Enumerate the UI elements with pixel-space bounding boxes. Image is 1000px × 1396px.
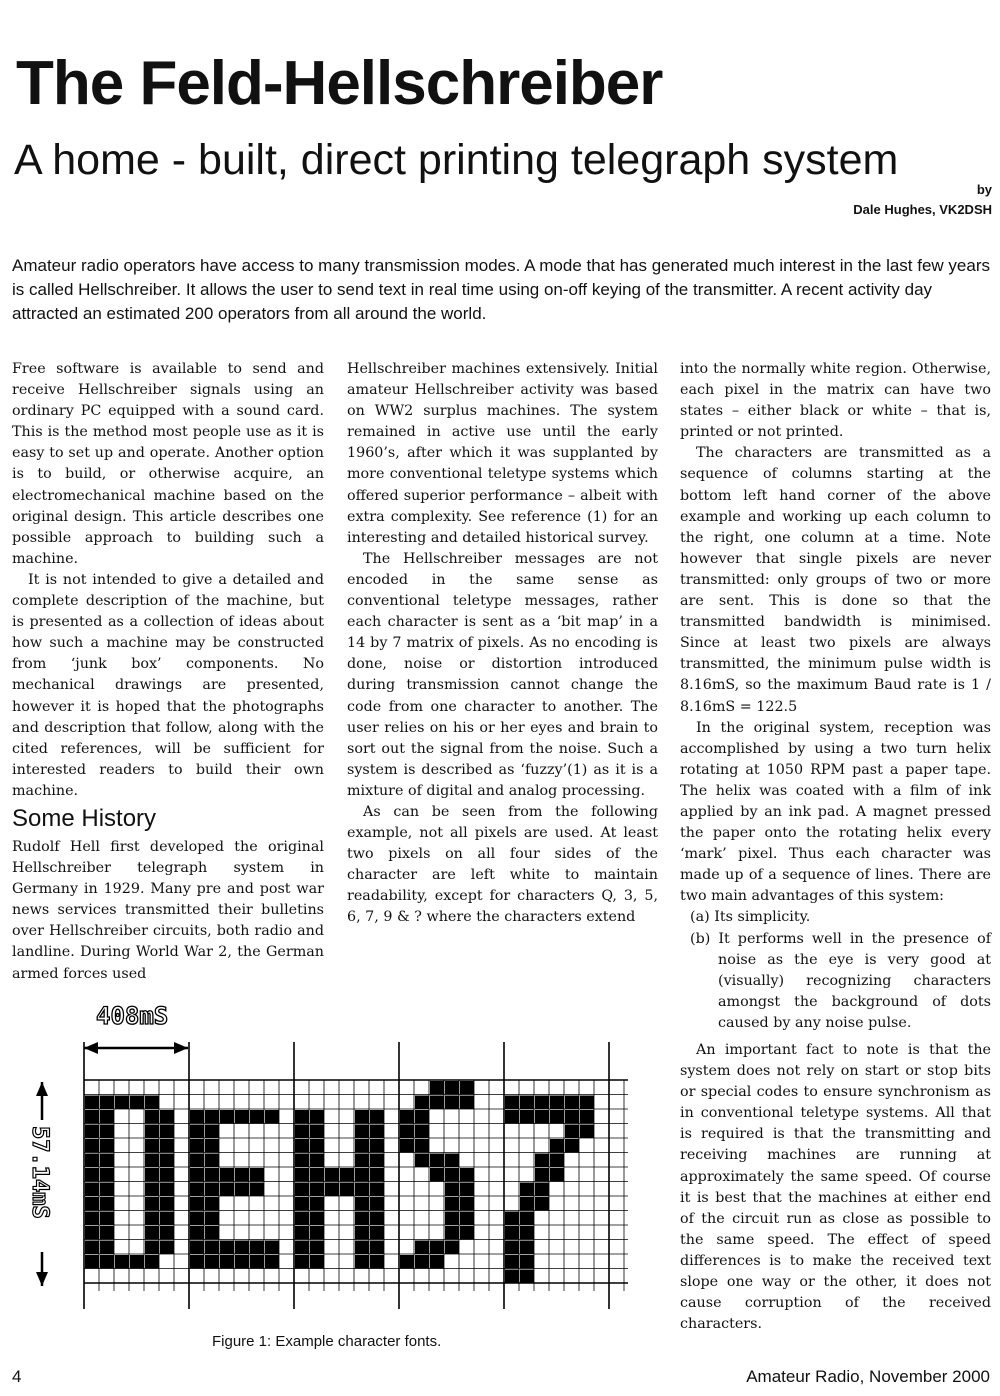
character-pixel bbox=[310, 1154, 324, 1168]
intro-paragraph: Amateur radio operators have access to many transmission modes. A mode that has generated much interest in the last few years is called Hellschreiber. It allows the user to send text in real time using on-off keying of the transmitter. A recent activity day attracted an estimated 200 operators from all around the world. bbox=[12, 256, 990, 323]
character-pixel bbox=[295, 1197, 309, 1211]
character-pixel bbox=[220, 1241, 234, 1255]
paragraph: Hellschreiber machines extensively. Initial amateur Hellschreiber activity was based on WW2 surplus machines. The system remained in active use until the early 1960’s, after which it was supplanted by more conventional teletype systems which offered superior performance – albeit with extra complexity. See reference (1) for an interesting and detailed historical survey. bbox=[347, 361, 658, 546]
character-pixel bbox=[310, 1241, 324, 1255]
character-pixel bbox=[100, 1110, 114, 1124]
character-pixel bbox=[445, 1226, 459, 1240]
character-pixel bbox=[460, 1183, 474, 1197]
publication-footer: Amateur Radio, November 2000 bbox=[746, 1367, 990, 1386]
character-pixel bbox=[535, 1168, 549, 1182]
column-2 bbox=[347, 359, 658, 929]
character-pixel bbox=[100, 1212, 114, 1226]
character-pixel bbox=[505, 1255, 519, 1269]
by-label: by bbox=[976, 182, 992, 197]
character-pixel bbox=[205, 1183, 219, 1197]
character-pixel bbox=[190, 1226, 204, 1240]
character-pixel bbox=[295, 1255, 309, 1269]
character-pixel bbox=[145, 1125, 159, 1139]
character-pixel bbox=[325, 1168, 339, 1182]
character-pixel bbox=[85, 1168, 99, 1182]
figure-caption: Figure 1: Example character fonts. bbox=[212, 1333, 442, 1350]
character-pixel bbox=[520, 1096, 534, 1110]
list-item: (b) It performs well in the presence of noise as the eye is very good at (visually) recognizing characters amongst the background of dots caused by any noise pulse. bbox=[690, 930, 991, 1031]
character-pixel bbox=[355, 1168, 369, 1182]
character-pixel bbox=[430, 1241, 444, 1255]
character-pixel bbox=[310, 1255, 324, 1269]
character-pixel bbox=[145, 1168, 159, 1182]
character-pixel bbox=[250, 1183, 264, 1197]
character-pixel bbox=[85, 1139, 99, 1153]
character-pixel bbox=[370, 1226, 384, 1240]
character-pixel bbox=[430, 1154, 444, 1168]
character-pixel bbox=[445, 1081, 459, 1095]
character-pixel bbox=[85, 1125, 99, 1139]
column-1 bbox=[12, 359, 324, 985]
character-pixel bbox=[310, 1197, 324, 1211]
character-pixel bbox=[160, 1226, 174, 1240]
character-pixel bbox=[295, 1183, 309, 1197]
character-pixel bbox=[100, 1183, 114, 1197]
character-pixel bbox=[85, 1197, 99, 1211]
character-pixel bbox=[340, 1168, 354, 1182]
character-pixel bbox=[160, 1125, 174, 1139]
character-pixel bbox=[550, 1139, 564, 1153]
character-pixel bbox=[100, 1139, 114, 1153]
character-pixel bbox=[370, 1139, 384, 1153]
character-pixel bbox=[505, 1212, 519, 1226]
paragraph: The Hellschreiber messages are not encoded in the same sense as conventional teletype messages, rather each character is sent as a ‘bit map’ in a 14 by 7 matrix of pixels. As no encoding is done, noise or distortion introduced during transmission cannot change the code from one character to another. The user relies on his or her eyes and brain to sort out the signal from the noise. Such a system is described as ‘fuzzy’(1) as it is a mixture of digital and analog processing. bbox=[347, 550, 658, 799]
character-pixel bbox=[400, 1110, 414, 1124]
character-pixel bbox=[520, 1270, 534, 1284]
character-pixel bbox=[205, 1226, 219, 1240]
character-pixel bbox=[370, 1197, 384, 1211]
character-pixel bbox=[430, 1081, 444, 1095]
character-pixel bbox=[190, 1125, 204, 1139]
article-subtitle: A home - built, direct printing telegraph system bbox=[14, 136, 899, 184]
character-pixel bbox=[235, 1241, 249, 1255]
character-pixel bbox=[190, 1168, 204, 1182]
character-pixel bbox=[205, 1139, 219, 1153]
character-pixel bbox=[220, 1183, 234, 1197]
character-pixel bbox=[445, 1168, 459, 1182]
character-pixel bbox=[100, 1154, 114, 1168]
character-pixel bbox=[295, 1212, 309, 1226]
character-pixel bbox=[160, 1212, 174, 1226]
character-pixel bbox=[205, 1212, 219, 1226]
character-pixel bbox=[520, 1255, 534, 1269]
character-pixel bbox=[205, 1241, 219, 1255]
paragraph: As can be seen from the following example, not all pixels are used. At least two pixels on all four sides of the character are left white to maintain readability, except for characters Q, 3, 5, 6, 7, 9 & ? where the characters extend bbox=[347, 803, 658, 926]
character-pixel bbox=[265, 1110, 279, 1124]
character-pixel bbox=[580, 1110, 594, 1124]
character-pixel bbox=[505, 1110, 519, 1124]
character-pixel bbox=[370, 1183, 384, 1197]
character-pixel bbox=[400, 1139, 414, 1153]
figure-character-grid bbox=[14, 1000, 664, 1330]
character-pixel bbox=[310, 1139, 324, 1153]
character-pixel bbox=[85, 1241, 99, 1255]
character-pixel bbox=[355, 1212, 369, 1226]
character-pixel bbox=[520, 1183, 534, 1197]
character-pixel bbox=[100, 1168, 114, 1182]
character-pixel bbox=[460, 1197, 474, 1211]
character-pixel bbox=[550, 1168, 564, 1182]
character-pixel bbox=[115, 1096, 129, 1110]
character-pixel bbox=[295, 1139, 309, 1153]
character-pixel bbox=[520, 1226, 534, 1240]
character-pixel bbox=[85, 1226, 99, 1240]
character-pixel bbox=[205, 1255, 219, 1269]
character-pixel bbox=[520, 1212, 534, 1226]
list-item: (a) Its simplicity. bbox=[690, 909, 811, 926]
character-pixel bbox=[415, 1154, 429, 1168]
character-pixel bbox=[250, 1255, 264, 1269]
character-pixel bbox=[355, 1139, 369, 1153]
character-pixel bbox=[205, 1168, 219, 1182]
character-pixel bbox=[310, 1110, 324, 1124]
character-pixel bbox=[370, 1255, 384, 1269]
character-pixel bbox=[190, 1241, 204, 1255]
author-name: Dale Hughes, VK2DSH bbox=[853, 202, 992, 217]
character-pixel bbox=[145, 1110, 159, 1124]
column-3-continued bbox=[680, 1040, 991, 1335]
paragraph: into the normally white region. Otherwise, each pixel in the matrix can have two states – either black or white – that is, printed or not printed. bbox=[680, 361, 991, 441]
character-pixel bbox=[535, 1183, 549, 1197]
character-pixel bbox=[160, 1154, 174, 1168]
character-pixel bbox=[85, 1212, 99, 1226]
character-pixel bbox=[535, 1110, 549, 1124]
character-pixel bbox=[355, 1241, 369, 1255]
height-label: 57.14mS bbox=[27, 1126, 52, 1219]
paragraph: The characters are transmitted as a sequence of columns starting at the bottom left hand corner of the above example and working up each column to the right, one column at a time. Note however that single pixels are never transmitted: only groups of two or more are sent. This is done so that the transmitted bandwidth is minimised. Since at least two pixels are always transmitted, the minimum pulse width is 8.16mS, so the maximum Baud rate is 1 / 8.16mS = 122.5 bbox=[680, 445, 991, 715]
character-pixel bbox=[430, 1255, 444, 1269]
character-pixel bbox=[160, 1183, 174, 1197]
character-pixel bbox=[445, 1183, 459, 1197]
character-pixel bbox=[145, 1139, 159, 1153]
column-3 bbox=[680, 359, 991, 1034]
character-pixel bbox=[145, 1212, 159, 1226]
character-pixel bbox=[310, 1168, 324, 1182]
character-pixel bbox=[355, 1226, 369, 1240]
character-pixel bbox=[415, 1125, 429, 1139]
character-pixel bbox=[400, 1255, 414, 1269]
character-pixel bbox=[100, 1096, 114, 1110]
character-pixel bbox=[565, 1110, 579, 1124]
character-pixel bbox=[265, 1241, 279, 1255]
character-pixel bbox=[460, 1096, 474, 1110]
character-pixel bbox=[145, 1154, 159, 1168]
character-pixel bbox=[535, 1096, 549, 1110]
character-pixel bbox=[295, 1154, 309, 1168]
character-pixel bbox=[100, 1125, 114, 1139]
character-pixel bbox=[235, 1110, 249, 1124]
character-pixel bbox=[580, 1096, 594, 1110]
character-pixel bbox=[460, 1212, 474, 1226]
character-pixel bbox=[520, 1241, 534, 1255]
character-pixel bbox=[145, 1241, 159, 1255]
paragraph: It is not intended to give a detailed and complete description of the machine, but is presented as a collection of ideas about how such a machine may be constructed from ‘junk box’ components. No mechanical drawings are presented, however it is hoped that the photographs and description that follow, along with the cited references, will be sufficient for interested readers to build their own machine. bbox=[12, 571, 324, 799]
character-pixel bbox=[205, 1110, 219, 1124]
character-pixel bbox=[310, 1183, 324, 1197]
character-pixel bbox=[100, 1241, 114, 1255]
character-pixel bbox=[565, 1096, 579, 1110]
character-pixel bbox=[220, 1110, 234, 1124]
character-pixel bbox=[355, 1125, 369, 1139]
character-pixel bbox=[145, 1183, 159, 1197]
character-pixel bbox=[85, 1183, 99, 1197]
character-pixel bbox=[250, 1241, 264, 1255]
character-pixel bbox=[295, 1241, 309, 1255]
character-pixel bbox=[460, 1168, 474, 1182]
page-number: 4 bbox=[12, 1367, 22, 1386]
character-pixel bbox=[430, 1096, 444, 1110]
article-title: The Feld-Hellschreiber bbox=[16, 49, 663, 118]
character-pixel bbox=[205, 1154, 219, 1168]
character-pixel bbox=[520, 1197, 534, 1211]
character-pixel bbox=[370, 1110, 384, 1124]
character-pixel bbox=[370, 1212, 384, 1226]
character-pixel bbox=[415, 1110, 429, 1124]
character-pixel bbox=[460, 1081, 474, 1095]
character-pixel bbox=[445, 1154, 459, 1168]
character-pixel bbox=[190, 1154, 204, 1168]
character-pixel bbox=[295, 1226, 309, 1240]
character-pixel bbox=[445, 1197, 459, 1211]
character-pixel bbox=[535, 1197, 549, 1211]
character-pixel bbox=[160, 1110, 174, 1124]
byline bbox=[853, 180, 992, 220]
width-dimension-marker bbox=[84, 1042, 188, 1054]
character-pixel bbox=[100, 1255, 114, 1269]
character-pixel bbox=[415, 1096, 429, 1110]
character-pixel bbox=[220, 1255, 234, 1269]
character-pixel bbox=[130, 1255, 144, 1269]
character-pixel bbox=[370, 1154, 384, 1168]
paragraph: In the original system, reception was accomplished by using a two turn helix rotating at 1050 RPM past a paper tape. The helix was coated with a film of ink applied by an ink pad. A magnet pressed the paper onto the rotating helix every ‘mark’ pixel. Thus each character was made up of a sequence of lines. There are two main advantages of this system: bbox=[680, 719, 991, 905]
paragraph: Rudolf Hell first developed the original Hellschreiber telegraph system in Germany in 1929. Many pre and post war news services transmitted their bulletins over Hellschreiber circuits, both radio and landline. During World War 2, the German armed forces used bbox=[12, 838, 324, 982]
character-pixel bbox=[520, 1110, 534, 1124]
character-pixels bbox=[85, 1081, 594, 1283]
character-pixel bbox=[550, 1096, 564, 1110]
character-pixel bbox=[460, 1226, 474, 1240]
character-pixel bbox=[85, 1255, 99, 1269]
character-pixel bbox=[130, 1096, 144, 1110]
character-pixel bbox=[355, 1110, 369, 1124]
character-pixel bbox=[295, 1110, 309, 1124]
character-pixel bbox=[355, 1255, 369, 1269]
character-pixel bbox=[325, 1183, 339, 1197]
character-pixel bbox=[100, 1226, 114, 1240]
character-pixel bbox=[340, 1183, 354, 1197]
character-pixel bbox=[505, 1096, 519, 1110]
character-pixel bbox=[235, 1168, 249, 1182]
character-pixel bbox=[355, 1183, 369, 1197]
character-pixel bbox=[445, 1096, 459, 1110]
character-pixel bbox=[355, 1154, 369, 1168]
character-pixel bbox=[160, 1241, 174, 1255]
character-pixel bbox=[400, 1125, 414, 1139]
character-pixel bbox=[160, 1139, 174, 1153]
character-pixel bbox=[415, 1139, 429, 1153]
paragraph: An important fact to note is that the system does not rely on start or stop bits or special codes to ensure synchronism as in conventional teletype systems. All that is required is that the transmitting and receiving machines are running at approximately the same speed. Of course it is best that the machines at either end of the circuit run as close as possible to the same speed. The effect of speed differences is to make the received text slope one way or the other, it does not cause corruption of the received characters. bbox=[680, 1042, 991, 1333]
character-pixel bbox=[565, 1125, 579, 1139]
character-pixel bbox=[190, 1110, 204, 1124]
character-pixel bbox=[190, 1183, 204, 1197]
character-pixel bbox=[445, 1241, 459, 1255]
character-pixel bbox=[415, 1241, 429, 1255]
character-pixel bbox=[190, 1197, 204, 1211]
character-pixel bbox=[445, 1212, 459, 1226]
character-pixel bbox=[505, 1226, 519, 1240]
character-pixel bbox=[250, 1110, 264, 1124]
character-pixel bbox=[370, 1168, 384, 1182]
character-pixel bbox=[580, 1125, 594, 1139]
character-pixel bbox=[535, 1154, 549, 1168]
character-pixel bbox=[505, 1270, 519, 1284]
character-pixel bbox=[565, 1139, 579, 1153]
character-pixel bbox=[295, 1125, 309, 1139]
character-pixel bbox=[310, 1125, 324, 1139]
character-pixel bbox=[85, 1110, 99, 1124]
character-pixel bbox=[145, 1096, 159, 1110]
character-pixel bbox=[145, 1255, 159, 1269]
character-pixel bbox=[550, 1154, 564, 1168]
character-pixel bbox=[250, 1168, 264, 1182]
character-pixel bbox=[505, 1241, 519, 1255]
character-pixel bbox=[145, 1226, 159, 1240]
character-pixel bbox=[190, 1139, 204, 1153]
character-pixel bbox=[310, 1226, 324, 1240]
character-pixel bbox=[220, 1168, 234, 1182]
character-pixel bbox=[115, 1255, 129, 1269]
character-pixel bbox=[370, 1241, 384, 1255]
character-pixel bbox=[190, 1212, 204, 1226]
character-pixel bbox=[355, 1197, 369, 1211]
character-pixel bbox=[295, 1168, 309, 1182]
character-pixel bbox=[235, 1183, 249, 1197]
character-pixel bbox=[415, 1255, 429, 1269]
character-pixel bbox=[370, 1125, 384, 1139]
character-pixel bbox=[205, 1197, 219, 1211]
section-heading: Some History bbox=[12, 804, 157, 832]
character-pixel bbox=[235, 1255, 249, 1269]
character-pixel bbox=[430, 1168, 444, 1182]
character-pixel bbox=[205, 1125, 219, 1139]
width-label: 408mS bbox=[96, 1002, 169, 1030]
character-pixel bbox=[85, 1154, 99, 1168]
character-pixel bbox=[145, 1197, 159, 1211]
character-pixel bbox=[190, 1255, 204, 1269]
character-pixel bbox=[160, 1197, 174, 1211]
character-pixel bbox=[85, 1096, 99, 1110]
paragraph: Free software is available to send and receive Hellschreiber signals using an ordinary PC equipped with a sound card. This is the method most people use as it is easy to set up and operate. Another option is to build, or otherwise acquire, an electromechanical machine based on the original design. This article describes one possible approach to building such a machine. bbox=[12, 361, 324, 567]
character-pixel bbox=[265, 1255, 279, 1269]
character-pixel bbox=[310, 1212, 324, 1226]
character-pixel bbox=[100, 1197, 114, 1211]
character-pixel bbox=[550, 1110, 564, 1124]
character-pixel bbox=[160, 1168, 174, 1182]
